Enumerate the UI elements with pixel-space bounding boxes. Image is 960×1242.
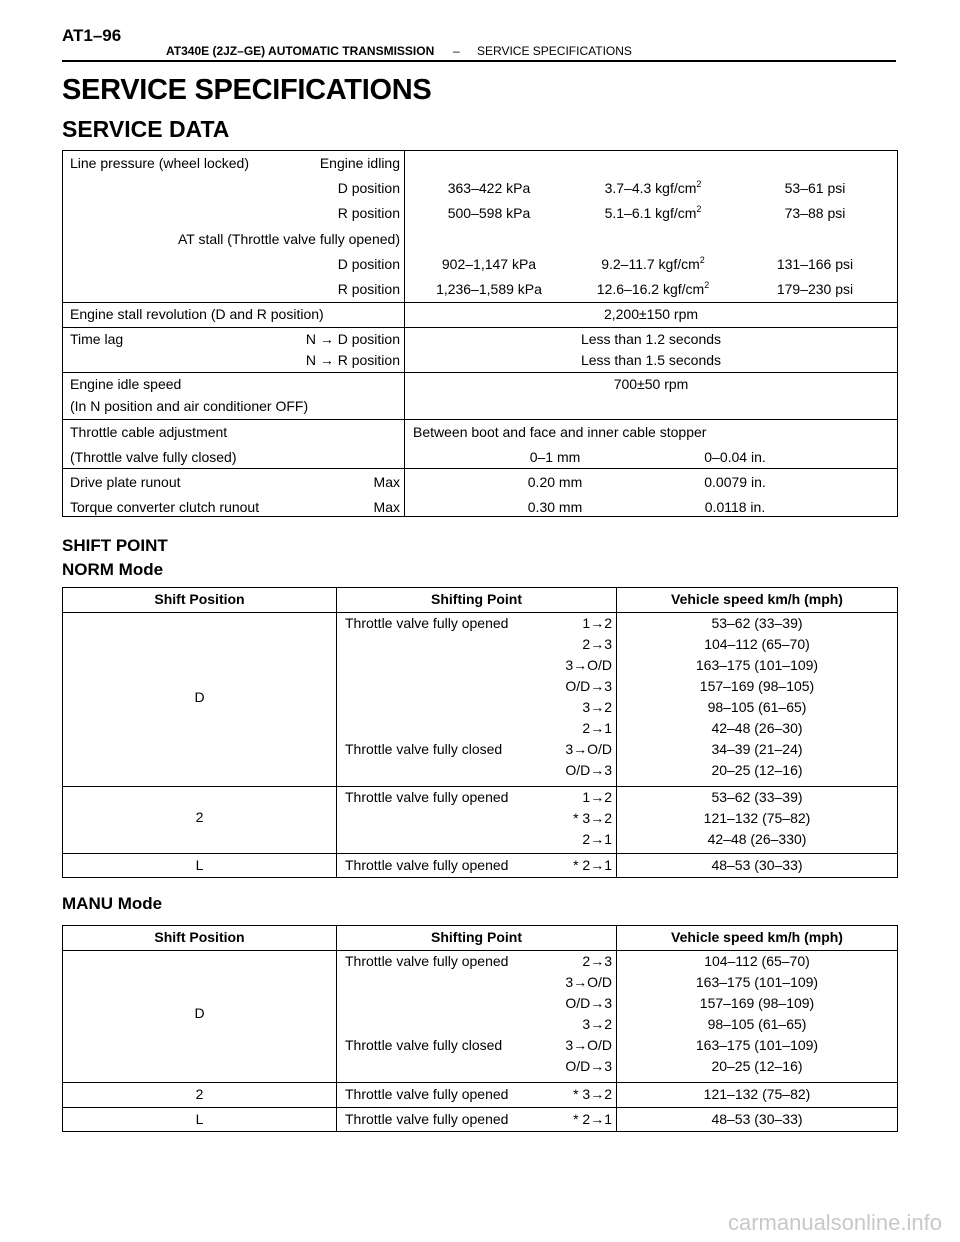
norm-2-shift: * 3→2 xyxy=(573,810,612,826)
throttle-cable-in: 0–0.04 in. xyxy=(704,449,766,465)
torque-converter-label: Torque converter clutch runout xyxy=(70,499,260,515)
stall-d-psi: 131–166 psi xyxy=(776,256,854,272)
manu-d-shift: 3→O/D xyxy=(565,1037,612,1053)
torque-converter-in: 0.0118 in. xyxy=(704,499,766,515)
manu-row-divider xyxy=(62,1107,898,1108)
header-rule xyxy=(62,60,896,62)
manu-d-shift: 3→O/D xyxy=(565,974,612,990)
page-number: AT1–96 xyxy=(62,26,122,45)
manu-2-speed: 121–132 (75–82) xyxy=(703,1086,811,1102)
norm-2-tv-open: Throttle valve fully opened xyxy=(345,789,509,805)
idle-d-position-label: D position xyxy=(337,180,400,196)
norm-d-speed: 34–39 (21–24) xyxy=(711,741,803,757)
manu-d-speed: 20–25 (12–16) xyxy=(711,1058,803,1074)
idle-r-kgf: 5.1–6.1 kgf/$cm^2$ xyxy=(604,204,702,221)
idle-speed-label: Engine idle speed xyxy=(70,376,182,392)
manu-d-speed: 157–169 (98–109) xyxy=(699,995,815,1011)
stall-d-position-label: D position xyxy=(337,256,400,272)
service-data-heading: SERVICE DATA xyxy=(62,116,230,142)
norm-l-shift: * 2→1 xyxy=(573,857,612,873)
norm-d-shift: 3→O/D xyxy=(565,741,612,757)
row-divider xyxy=(62,419,898,420)
manu-l-speed: 48–53 (30–33) xyxy=(711,1111,803,1127)
norm-d-speed: 20–25 (12–16) xyxy=(711,762,803,778)
norm-d-speed: 98–105 (61–65) xyxy=(707,699,807,715)
norm-header-shift-position: Shift Position xyxy=(154,591,245,607)
norm-mode-heading: NORM Mode xyxy=(62,560,164,579)
header-subtitle: SERVICE SPECIFICATIONS xyxy=(477,44,632,58)
norm-d-speed: 163–175 (101–109) xyxy=(695,657,819,673)
line-pressure-label: Line pressure (wheel locked) xyxy=(70,155,249,171)
norm-row-divider xyxy=(62,853,898,854)
at-stall-label: AT stall (Throttle valve fully opened) xyxy=(177,231,400,247)
stall-rev-value: 2,200±150 rpm xyxy=(603,306,699,322)
row-divider xyxy=(62,372,898,373)
norm-d-speed: 157–169 (98–105) xyxy=(699,678,815,694)
norm-d-position: D xyxy=(194,689,205,705)
row-divider xyxy=(62,327,898,328)
manu-2-shift: * 3→2 xyxy=(573,1086,612,1102)
norm-l-position: L xyxy=(195,857,204,873)
torque-converter-max: Max xyxy=(373,499,400,515)
norm-2-position: 2 xyxy=(195,809,204,825)
norm-d-shift: 2→1 xyxy=(582,720,612,736)
norm-d-speed: 104–112 (65–70) xyxy=(704,636,810,652)
manu-d-speed: 104–112 (65–70) xyxy=(704,953,810,969)
stall-rev-label: Engine stall revolution (D and R position) xyxy=(70,306,324,322)
idle-r-position-label: R position xyxy=(337,205,400,221)
watermark: carmanualsonline.info xyxy=(727,1210,942,1235)
norm-d-shift: 3→2 xyxy=(582,699,612,715)
manu-d-tv-closed: Throttle valve fully closed xyxy=(345,1037,503,1053)
idle-speed-value: 700±50 rpm xyxy=(613,376,689,392)
stall-d-kpa: 902–1,147 kPa xyxy=(441,256,537,272)
manu-header-vehicle-speed: Vehicle speed km/h (mph) xyxy=(671,929,843,945)
norm-row-divider xyxy=(62,786,898,787)
norm-col-divider xyxy=(336,587,337,878)
throttle-cable-note: (Throttle valve fully closed) xyxy=(70,449,237,465)
manu-d-shift: 3→2 xyxy=(582,1016,612,1032)
norm-2-speed: 53–62 (33–39) xyxy=(711,789,803,805)
norm-2-speed: 121–132 (75–82) xyxy=(703,810,811,826)
idle-speed-note: (In N position and air conditioner OFF) xyxy=(70,398,309,414)
idle-r-kpa: 500–598 kPa xyxy=(447,205,531,221)
manu-l-shift: * 2→1 xyxy=(573,1111,612,1127)
idle-d-kpa: 363–422 kPa xyxy=(447,180,531,196)
manu-d-speed: 163–175 (101–109) xyxy=(695,1037,819,1053)
shift-point-heading: SHIFT POINT xyxy=(62,536,168,555)
norm-2-shift: 2→1 xyxy=(582,831,612,847)
norm-d-shift: O/D→3 xyxy=(565,762,612,778)
manu-d-shift: 2→3 xyxy=(582,953,612,969)
manu-d-speed: 163–175 (101–109) xyxy=(695,974,819,990)
row-divider xyxy=(62,302,898,303)
idle-d-kgf: 3.7–4.3 kgf/$cm^2$ xyxy=(604,179,702,196)
norm-row-divider xyxy=(62,612,898,613)
norm-2-speed: 42–48 (26–330) xyxy=(707,831,807,847)
time-lag-nd-label: N → D position xyxy=(305,331,400,347)
manu-row-divider xyxy=(62,950,898,951)
manu-2-tv-open: Throttle valve fully opened xyxy=(345,1086,509,1102)
throttle-cable-mm: 0–1 mm xyxy=(529,449,581,465)
idle-d-psi: 53–61 psi xyxy=(784,180,846,196)
engine-idling-label: Engine idling xyxy=(319,155,400,171)
norm-header-shifting-point: Shifting Point xyxy=(431,591,522,607)
throttle-cable-value: Between boot and face and inner cable stopper xyxy=(413,424,707,440)
page-title: SERVICE SPECIFICATIONS xyxy=(62,74,432,106)
norm-d-shift: 2→3 xyxy=(582,636,612,652)
norm-d-tv-open: Throttle valve fully opened xyxy=(345,615,509,631)
manu-d-shift: O/D→3 xyxy=(565,1058,612,1074)
norm-d-shift: 3→O/D xyxy=(565,657,612,673)
manu-d-speed: 98–105 (61–65) xyxy=(707,1016,807,1032)
stall-r-position-label: R position xyxy=(337,281,400,297)
norm-d-speed: 53–62 (33–39) xyxy=(711,615,803,631)
manu-header-shift-position: Shift Position xyxy=(154,929,245,945)
manu-2-position: 2 xyxy=(195,1086,204,1102)
row-divider xyxy=(62,468,898,469)
header-separator: – xyxy=(453,44,460,58)
norm-d-shift: 1→2 xyxy=(582,615,612,631)
manu-d-position: D xyxy=(194,1005,205,1021)
time-lag-nd-value: Less than 1.2 seconds xyxy=(580,331,722,347)
norm-d-tv-closed: Throttle valve fully closed xyxy=(345,741,503,757)
norm-d-speed: 42–48 (26–30) xyxy=(711,720,803,736)
manu-d-tv-open: Throttle valve fully opened xyxy=(345,953,509,969)
manu-mode-heading: MANU Mode xyxy=(62,894,163,913)
norm-d-shift: O/D→3 xyxy=(565,678,612,694)
drive-plate-in: 0.0079 in. xyxy=(704,474,766,490)
manu-d-shift: O/D→3 xyxy=(565,995,612,1011)
manu-row-divider xyxy=(62,1082,898,1083)
norm-header-vehicle-speed: Vehicle speed km/h (mph) xyxy=(671,591,843,607)
manu-l-position: L xyxy=(195,1111,204,1127)
stall-r-psi: 179–230 psi xyxy=(776,281,854,297)
stall-d-kgf: 9.2–11.7 kgf/$cm^2$ xyxy=(601,255,705,272)
time-lag-nr-label: N → R position xyxy=(305,352,400,368)
stall-r-kpa: 1,236–1,589 kPa xyxy=(436,281,542,297)
idle-r-psi: 73–88 psi xyxy=(784,205,846,221)
drive-plate-max: Max xyxy=(373,474,400,490)
manu-col-divider xyxy=(336,925,337,1132)
norm-2-shift: 1→2 xyxy=(582,789,612,805)
header-title: AT340E (2JZ–GE) AUTOMATIC TRANSMISSION xyxy=(166,44,435,58)
time-lag-nr-value: Less than 1.5 seconds xyxy=(580,352,722,368)
time-lag-label: Time lag xyxy=(70,331,124,347)
manu-header-shifting-point: Shifting Point xyxy=(431,929,522,945)
drive-plate-label: Drive plate runout xyxy=(70,474,181,490)
manu-l-tv-open: Throttle valve fully opened xyxy=(345,1111,509,1127)
norm-l-tv-open: Throttle valve fully opened xyxy=(345,857,509,873)
torque-converter-mm: 0.30 mm xyxy=(527,499,583,515)
stall-r-kgf: 12.6–16.2 kgf/$cm^2$ xyxy=(596,280,710,297)
throttle-cable-label: Throttle cable adjustment xyxy=(70,424,228,440)
norm-l-speed: 48–53 (30–33) xyxy=(711,857,803,873)
drive-plate-mm: 0.20 mm xyxy=(527,474,583,490)
